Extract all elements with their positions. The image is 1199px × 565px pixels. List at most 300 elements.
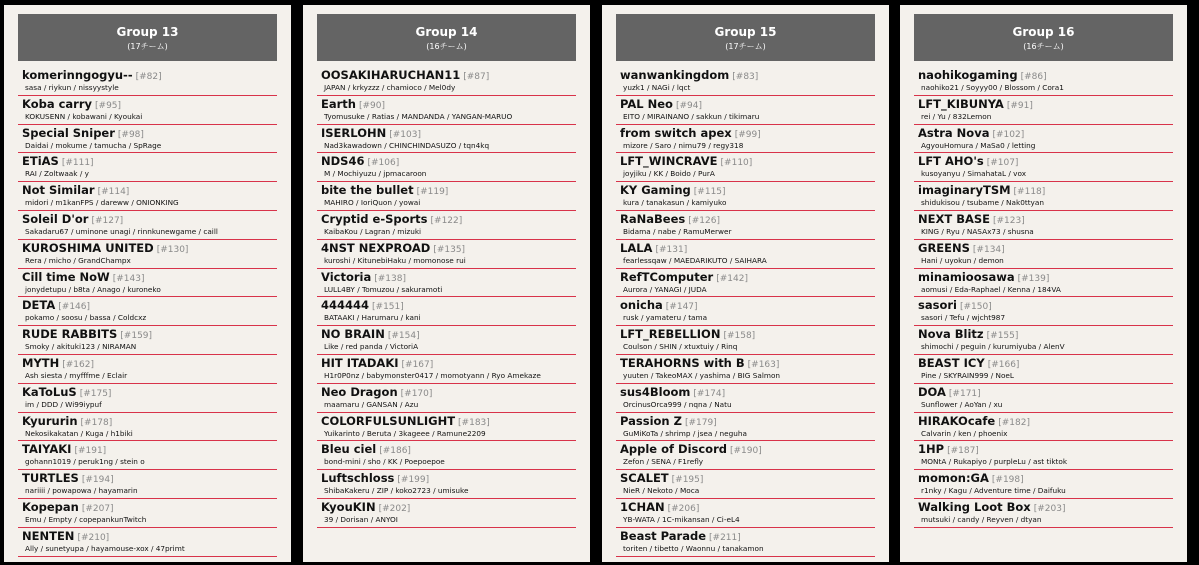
team-players: fearlessqaw / MAEDARIKUTO / SAIHARA <box>623 255 767 265</box>
team-name: TERAHORNS with B <box>620 355 745 370</box>
team-title-line <box>321 326 572 341</box>
team-entry <box>18 384 277 413</box>
team-entry <box>616 269 875 298</box>
team-entry <box>914 269 1173 298</box>
team-title-line <box>918 153 1169 168</box>
team-title-line <box>620 96 871 111</box>
team-name: momon:GA <box>918 471 989 486</box>
team-entry <box>616 326 875 355</box>
team-title-line <box>321 211 572 226</box>
team-name: Cryptid e-Sports <box>321 211 428 226</box>
team-name: Beast Parade <box>620 528 707 543</box>
team-name: DETA <box>22 298 56 313</box>
group-title: Group 14 <box>415 25 478 39</box>
team-seed: [#94] <box>675 100 702 111</box>
team-title-line <box>22 528 273 543</box>
team-name: 1CHAN <box>620 499 665 514</box>
team-title-line <box>620 326 871 341</box>
team-seed: [#207] <box>81 503 114 514</box>
team-title-line <box>22 269 273 284</box>
team-seed: [#183] <box>458 417 490 428</box>
team-entry <box>317 96 576 125</box>
team-players: Pine / SKYRAIN999 / NoeL <box>921 370 1014 380</box>
team-players: Like / red panda / VictoriA <box>324 342 419 352</box>
team-entry <box>18 269 277 298</box>
team-name: HIT ITADAKI <box>321 355 399 370</box>
team-entry <box>914 182 1173 211</box>
team-name: LFT_KIBUNYA <box>918 96 1004 111</box>
group-team-count: (17チーム) <box>725 42 766 51</box>
team-title-line <box>620 470 871 485</box>
team-entry <box>914 153 1173 182</box>
team-players: GuMiKoTa / shrimp / jsea / neguha <box>623 428 747 438</box>
team-seed: [#187] <box>947 446 979 457</box>
team-name: KUROSHIMA UNITED <box>22 240 154 255</box>
team-title-line <box>321 384 572 399</box>
team-seed: [#191] <box>74 446 107 457</box>
team-name: Kopepan <box>22 499 79 514</box>
team-seed: [#138] <box>374 273 406 284</box>
team-seed: [#82] <box>135 72 162 82</box>
team-name: Luftschloss <box>321 471 395 486</box>
team-entry <box>18 499 277 528</box>
team-name: ETiAS <box>22 154 59 169</box>
team-players: sasori / Tefu / wjcht987 <box>921 313 1006 323</box>
team-seed: [#142] <box>716 273 748 284</box>
team-title-line <box>321 153 572 168</box>
team-title-line <box>321 96 572 111</box>
team-players: naohiko21 / Soyyy00 / Blossom / Cora1 <box>921 83 1064 92</box>
team-name: Bleu ciel <box>321 442 377 457</box>
team-title-line <box>918 67 1169 82</box>
team-list <box>616 67 875 557</box>
team-seed: [#206] <box>667 503 700 514</box>
team-title-line <box>22 297 273 312</box>
team-title-line <box>918 441 1169 456</box>
team-title-line <box>620 355 871 370</box>
team-seed: [#195] <box>671 475 704 486</box>
team-entry <box>18 470 277 499</box>
team-entry <box>18 441 277 470</box>
team-title-line <box>321 269 572 284</box>
team-entry <box>317 269 576 298</box>
team-entry <box>18 297 277 326</box>
team-name: Neo Dragon <box>321 384 398 399</box>
team-entry <box>914 67 1173 96</box>
team-players: MAHIRO / IoriQuon / yowai <box>324 198 421 208</box>
team-entry <box>616 413 875 442</box>
team-entry <box>317 470 576 499</box>
team-seed: [#159] <box>120 331 153 342</box>
team-players: mutsuki / candy / Reyven / dtyan <box>921 514 1042 524</box>
team-list <box>914 67 1173 528</box>
team-entry <box>914 384 1173 413</box>
team-seed: [#86] <box>1020 72 1047 82</box>
team-seed: [#135] <box>433 244 466 255</box>
team-entry <box>317 182 576 211</box>
team-name: Soleil D'or <box>22 211 89 226</box>
team-title-line <box>620 240 871 255</box>
team-players: joyjiku / KK / Boido / PurA <box>623 169 715 179</box>
team-players: yuuten / TakeoMAX / yashima / BIG Salmon <box>623 370 781 380</box>
team-name: Walking Loot Box <box>918 499 1031 514</box>
team-entry <box>18 96 277 125</box>
team-name: COLORFULSUNLIGHT <box>321 413 456 428</box>
team-name: NDS46 <box>321 154 365 169</box>
team-title-line <box>22 384 273 399</box>
team-name: MYTH <box>22 355 60 370</box>
team-title-line <box>918 326 1169 341</box>
team-title-line <box>620 528 871 543</box>
team-entry <box>914 441 1173 470</box>
team-seed: [#98] <box>117 129 144 140</box>
team-title-line <box>22 182 273 197</box>
team-name: HIRAKOcafe <box>918 413 996 428</box>
team-players: 39 / Dorisan / ANYOI <box>324 514 398 524</box>
team-name: DOA <box>918 384 946 399</box>
team-seed: [#167] <box>401 359 434 370</box>
group-15-panel <box>602 5 889 562</box>
team-name: bite the bullet <box>321 183 414 198</box>
team-seed: [#178] <box>80 417 113 428</box>
team-seed: [#186] <box>379 446 411 457</box>
team-entry <box>914 297 1173 326</box>
team-seed: [#107] <box>986 158 1019 169</box>
team-title-line <box>620 269 871 284</box>
team-players: Ash siesta / myfffme / Eclair <box>25 370 128 380</box>
team-seed: [#114] <box>97 187 130 198</box>
team-title-line <box>22 67 273 82</box>
group-title: Group 13 <box>116 25 179 39</box>
team-entry <box>317 125 576 154</box>
team-name: SCALET <box>620 471 669 486</box>
team-seed: [#150] <box>959 302 992 313</box>
team-name: Astra Nova <box>918 125 990 140</box>
team-seed: [#166] <box>987 359 1020 370</box>
team-seed: [#90] <box>358 100 385 111</box>
team-entry <box>914 96 1173 125</box>
team-entry <box>317 67 576 96</box>
team-name: NEXT BASE <box>918 211 990 226</box>
team-name: naohikogaming <box>918 68 1018 82</box>
team-seed: [#134] <box>972 244 1005 255</box>
team-name: Victoria <box>321 269 372 284</box>
team-name: Passion Z <box>620 413 682 428</box>
team-title-line <box>918 211 1169 226</box>
team-seed: [#102] <box>992 129 1025 140</box>
team-name: Earth <box>321 96 356 111</box>
team-players: AgyouHomura / MaSa0 / letting <box>921 140 1036 150</box>
team-seed: [#211] <box>709 532 741 543</box>
team-name: imaginaryTSM <box>918 183 1011 198</box>
team-seed: [#87] <box>463 72 490 82</box>
team-name: sus4Bloom <box>620 384 691 399</box>
team-title-line <box>620 67 871 82</box>
team-entry <box>914 240 1173 269</box>
team-players: yuzk1 / NAGi / lqct <box>623 83 691 92</box>
team-seed: [#175] <box>79 388 112 399</box>
team-name: GREENS <box>918 240 970 255</box>
team-players: jonydetupu / b8ta / Anago / kuroneko <box>25 284 161 294</box>
team-title-line <box>918 240 1169 255</box>
team-seed: [#111] <box>61 158 94 169</box>
team-seed: [#106] <box>367 158 400 169</box>
team-players: ShibaKakeru / ZIP / koko2723 / umisuke <box>324 486 469 496</box>
team-seed: [#194] <box>81 475 114 486</box>
team-name: 1HP <box>918 442 945 457</box>
team-title-line <box>321 441 572 456</box>
team-seed: [#95] <box>95 100 122 111</box>
team-entry <box>317 499 576 528</box>
team-entry <box>616 355 875 384</box>
team-players: aomusi / Eda-Raphael / Kenna / 184VA <box>921 284 1061 294</box>
team-title-line <box>321 413 572 428</box>
team-title-line <box>22 441 273 456</box>
team-players: Hani / uyokun / demon <box>921 255 1004 265</box>
team-title-line <box>321 240 572 255</box>
team-title-line <box>620 499 871 514</box>
team-title-line <box>620 413 871 428</box>
team-entry <box>616 153 875 182</box>
team-players: RAI / Zoltwaak / y <box>25 169 89 179</box>
team-seed: [#198] <box>991 475 1024 486</box>
team-seed: [#83] <box>732 72 759 82</box>
team-name: LFT_REBELLION <box>620 327 721 342</box>
team-entry <box>616 441 875 470</box>
team-title-line <box>918 384 1169 399</box>
team-entry <box>317 441 576 470</box>
team-entry <box>317 297 576 326</box>
group-title: Group 16 <box>1012 25 1075 39</box>
team-title-line <box>22 413 273 428</box>
team-players: Yuikarinto / Beruta / 3kageee / Ramune2209 <box>324 428 486 438</box>
team-title-line <box>22 125 273 140</box>
team-title-line <box>22 211 273 226</box>
team-title-line <box>321 297 572 312</box>
team-title-line <box>22 470 273 485</box>
team-seed: [#171] <box>948 388 981 399</box>
group-title: Group 15 <box>714 25 777 39</box>
team-title-line <box>321 125 572 140</box>
team-players: Tyomusuke / Ratias / MANDANDA / YANGAN-MARUO <box>324 111 513 121</box>
team-name: KaToLuS <box>22 384 77 399</box>
team-seed: [#154] <box>387 331 420 342</box>
team-seed: [#199] <box>397 475 430 486</box>
team-seed: [#210] <box>77 532 110 543</box>
team-title-line <box>620 441 871 456</box>
team-players: BATAAKI / Harumaru / kani <box>324 313 421 323</box>
team-players: shidukisou / tsubame / Nak0ttyan <box>921 198 1044 208</box>
team-name: PAL Neo <box>620 96 673 111</box>
team-entry <box>18 326 277 355</box>
team-entry <box>317 413 576 442</box>
team-name: 444444 <box>321 298 370 313</box>
team-name: Apple of Discord <box>620 442 727 457</box>
team-players: r1nky / Kagu / Adventure time / Daifuku <box>921 486 1066 496</box>
team-entry <box>616 211 875 240</box>
team-seed: [#151] <box>372 302 404 313</box>
team-name: LFT_WINCRAVE <box>620 154 718 169</box>
team-seed: [#146] <box>58 302 91 313</box>
team-entry <box>616 528 875 557</box>
group-header <box>616 14 875 61</box>
team-entry <box>914 326 1173 355</box>
team-seed: [#127] <box>91 215 124 226</box>
team-entry <box>18 413 277 442</box>
team-entry <box>914 470 1173 499</box>
team-name: from switch apex <box>620 125 732 140</box>
team-players: Smoky / akituki123 / NIRAMAN <box>25 342 137 352</box>
team-title-line <box>620 384 871 399</box>
team-seed: [#190] <box>729 446 762 457</box>
team-seed: [#163] <box>747 359 780 370</box>
team-players: Rera / micho / GrandChampx <box>25 255 131 265</box>
team-title-line <box>918 96 1169 111</box>
team-players: toriten / tibetto / Waonnu / tanakamon <box>623 543 764 553</box>
team-name: 4NST NEXPROAD <box>321 240 431 255</box>
team-title-line <box>321 470 572 485</box>
team-entry <box>616 240 875 269</box>
team-title-line <box>321 499 572 514</box>
team-entry <box>18 182 277 211</box>
team-players: YB-WATA / 1C-mikansan / Ci-eL4 <box>623 514 740 524</box>
team-seed: [#123] <box>993 215 1025 226</box>
team-title-line <box>22 153 273 168</box>
team-title-line <box>321 67 572 82</box>
team-entry <box>616 67 875 96</box>
team-seed: [#158] <box>723 331 756 342</box>
team-title-line <box>918 125 1169 140</box>
team-players: gohann1019 / peruk1ng / stein o <box>25 457 145 467</box>
team-players: pokamo / soosu / bassa / Coldcxz <box>25 313 147 323</box>
team-players: nariiii / powapowa / hayamarin <box>25 486 138 496</box>
team-seed: [#203] <box>1033 503 1066 514</box>
group-14-panel <box>303 5 590 562</box>
team-entry <box>616 125 875 154</box>
team-entry <box>18 528 277 557</box>
team-entry <box>18 153 277 182</box>
team-players: Sunflower / AoYan / xu <box>921 399 1003 409</box>
team-title-line <box>22 355 273 370</box>
team-players: kusoyanyu / SimahataL / vox <box>921 169 1027 179</box>
team-seed: [#118] <box>1013 187 1046 198</box>
team-players: kura / tanakasun / kamiyuko <box>623 198 727 208</box>
group-16-panel <box>900 5 1187 562</box>
team-seed: [#139] <box>1017 273 1050 284</box>
team-entry <box>616 182 875 211</box>
team-name: Koba carry <box>22 96 93 111</box>
team-list <box>317 67 576 528</box>
team-entry <box>914 211 1173 240</box>
team-title-line <box>620 297 871 312</box>
team-players: mizore / Saro / nimu79 / regy318 <box>623 140 744 150</box>
team-players: bond-mini / sho / KK / Poepoepoe <box>324 457 445 467</box>
team-seed: [#155] <box>986 331 1019 342</box>
team-name: BEAST ICY <box>918 355 985 370</box>
team-entry <box>317 384 576 413</box>
team-seed: [#126] <box>688 215 720 226</box>
team-title-line <box>918 470 1169 485</box>
team-name: minamioosawa <box>918 269 1015 284</box>
team-name: Kyururin <box>22 413 78 428</box>
team-entry <box>18 355 277 384</box>
team-title-line <box>918 413 1169 428</box>
team-seed: [#179] <box>684 417 717 428</box>
team-entry <box>317 153 576 182</box>
team-players: sasa / riykun / nissyystyle <box>25 83 119 92</box>
team-players: Nekosikakatan / Kuga / h1biki <box>25 428 133 438</box>
team-entry <box>317 326 576 355</box>
team-entry <box>616 470 875 499</box>
team-seed: [#103] <box>389 129 421 140</box>
team-players: shimochi / peguin / kurumiyuba / AlenV <box>921 342 1065 352</box>
team-players: Calvarin / ken / phoenix <box>921 428 1008 438</box>
team-title-line <box>22 240 273 255</box>
team-players: im / DDD / Wi99iypuf <box>25 399 102 409</box>
team-seed: [#182] <box>998 417 1030 428</box>
team-players: KaibaKou / Lagran / mizuki <box>324 226 422 236</box>
team-seed: [#162] <box>62 359 94 370</box>
team-players: Coulson / SHIN / xtuxtuiy / Rinq <box>623 342 738 352</box>
team-players: M / Mochiyuzu / jpmacaroon <box>324 169 427 179</box>
team-title-line <box>918 355 1169 370</box>
team-entry <box>317 355 576 384</box>
team-entry <box>18 125 277 154</box>
team-players: JAPAN / krkyzzz / chamioco / Mel0dy <box>324 83 456 92</box>
team-title-line <box>620 153 871 168</box>
team-title-line <box>620 125 871 140</box>
team-title-line <box>918 269 1169 284</box>
team-entry <box>914 413 1173 442</box>
team-title-line <box>918 297 1169 312</box>
team-name: Cill time NoW <box>22 269 110 284</box>
team-name: komerinngogyu-- <box>22 68 133 82</box>
team-name: NENTEN <box>22 528 75 543</box>
team-name: TAIYAKI <box>22 442 72 457</box>
team-seed: [#119] <box>416 187 449 198</box>
team-title-line <box>321 182 572 197</box>
team-seed: [#170] <box>400 388 433 399</box>
team-players: Emu / Empty / copepankunTwitch <box>25 514 147 524</box>
team-title-line <box>321 355 572 370</box>
team-entry <box>616 384 875 413</box>
team-name: onicha <box>620 298 663 313</box>
group-13-panel <box>4 5 291 562</box>
team-name: Nova Blitz <box>918 327 984 342</box>
team-seed: [#122] <box>430 215 463 226</box>
team-name: wanwankingdom <box>620 68 730 82</box>
team-entry <box>914 125 1173 154</box>
team-players: Nad3kawadown / CHINCHINDASUZO / tqn4kq <box>324 140 490 150</box>
team-seed: [#131] <box>655 244 688 255</box>
team-name: RaNaBees <box>620 211 686 226</box>
team-entry <box>18 240 277 269</box>
group-header <box>317 14 576 61</box>
team-title-line <box>918 499 1169 514</box>
team-players: LULL4BY / Tomuzou / sakuramoti <box>324 284 443 294</box>
team-name: LFT AHO's <box>918 154 984 169</box>
group-header <box>914 14 1173 61</box>
team-players: maamaru / GANSAN / Azu <box>324 399 419 409</box>
group-header <box>18 14 277 61</box>
team-name: ISERLOHN <box>321 125 387 140</box>
team-seed: [#110] <box>720 158 753 169</box>
team-seed: [#143] <box>112 273 145 284</box>
team-seed: [#147] <box>665 302 698 313</box>
team-players: Zefon / SENA / F1refly <box>623 457 704 467</box>
team-players: KOKUSENN / kobawani / Kyoukai <box>25 111 143 121</box>
team-seed: [#130] <box>156 244 189 255</box>
